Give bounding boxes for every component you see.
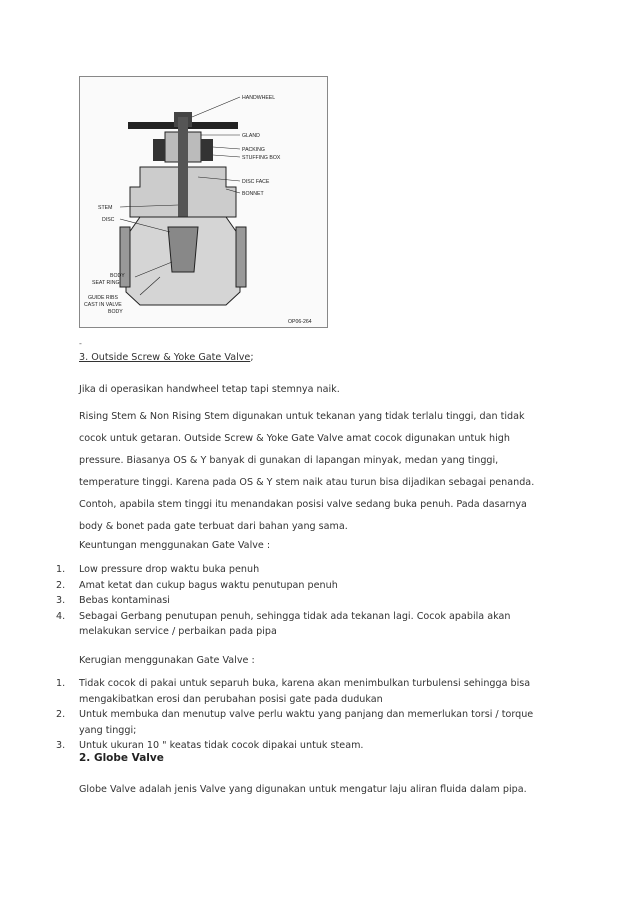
intro-text: Jika di operasikan handwheel tetap tapi stemnya naik.: [79, 384, 340, 395]
label-seat-ring: SEAT RING: [92, 280, 120, 286]
list-number: 2.: [56, 579, 66, 591]
list-text: Untuk ukuran 10 " keatas tidak cocok dipakai untuk steam.: [79, 740, 364, 751]
dash-marker: -: [79, 339, 82, 348]
label-stuffing-box: STUFFING BOX: [242, 155, 281, 161]
label-body: BODY: [110, 273, 125, 279]
figure-code: OP06-264: [288, 319, 312, 325]
disadvantages-list: [56, 676, 556, 754]
list-item: [56, 676, 556, 707]
packing-right: [201, 139, 213, 161]
label-gland: GLAND: [242, 133, 260, 139]
disc: [168, 227, 198, 272]
list-number: 1.: [56, 564, 66, 575]
list-text: Untuk membuka dan menutup valve perlu waktu yang panjang dan memerlukan torsi / torque yang tinggi;: [79, 709, 534, 736]
packing-left: [153, 139, 165, 161]
list-item: [56, 609, 556, 640]
advantages-heading: Keuntungan menggunakan Gate Valve :: [79, 540, 271, 551]
list-text: Tidak cocok di pakai untuk separuh buka, karena akan menimbulkan turbulensi sehingga bisa mengakibatkan erosi dan perubahan posisi gate pada dudukan: [79, 678, 531, 705]
list-number: 1.: [56, 678, 66, 689]
label-body-2: BODY: [108, 309, 123, 315]
list-item: [56, 707, 556, 738]
list-text: Low pressure drop waktu buka penuh: [79, 564, 260, 575]
label-stem: STEM: [98, 205, 113, 211]
list-number: 3.: [56, 595, 66, 606]
label-disc-face: DISC FACE: [242, 179, 270, 185]
description-paragraph: Rising Stem & Non Rising Stem digunakan untuk tekanan yang tidak terlalu tinggi, dan tidak cocok untuk getaran. Outside Screw & Yoke Gate Valve amat cocok digunakan untuk high pressure. Biasanya OS & Y banyak di gunakan di lapangan minyak, medan yang tinggi, temperature tinggi. Karena pada OS & Y stem naik atau turun bisa dijadikan sebagai penanda. Contoh, apabila stem tinggi itu menandakan posisi valve sedang buka penuh. Pada dasarnya body & bonet pada gate terbuat dari bahan yang sama.: [79, 411, 535, 532]
gate-valve-diagram: [79, 76, 328, 328]
label-handwheel: HANDWHEEL: [242, 95, 276, 101]
label-packing: PACKING: [242, 147, 265, 153]
right-flange: [236, 227, 246, 287]
label-cast-in-valve: CAST IN VALVE: [84, 302, 122, 308]
label-bonnet: BONNET: [242, 191, 264, 197]
label-guide-ribs: GUIDE RIBS: [88, 295, 118, 301]
list-text: Sebagai Gerbang penutupan penuh, sehingga tidak ada tekanan lagi. Cocok apabila akan melakukan service / perbaikan pada pipa: [79, 610, 511, 637]
section-title-suffix: ;: [250, 352, 254, 363]
label-disc: DISC: [102, 217, 115, 223]
gate-valve-drawing: [80, 77, 327, 327]
list-item: [56, 578, 556, 594]
globe-valve-text: Globe Valve adalah jenis Valve yang digunakan untuk mengatur laju aliran fluida dalam pipa.: [79, 784, 527, 795]
list-text: Bebas kontaminasi: [79, 595, 170, 606]
list-text: Amat ketat dan cukup bagus waktu penutupan penuh: [79, 579, 338, 591]
list-item: [56, 593, 556, 609]
list-number: 2.: [56, 709, 66, 720]
section-title: [79, 352, 254, 364]
list-item: [56, 562, 556, 578]
globe-valve-heading: 2. Globe Valve: [79, 752, 164, 764]
section-title-link[interactable]: 3. Outside Screw & Yoke Gate Valve: [79, 352, 251, 363]
list-number: 3.: [56, 740, 66, 751]
disadvantages-heading: Kerugian menggunakan Gate Valve :: [79, 655, 255, 666]
advantages-list: [56, 562, 556, 640]
list-number: 4.: [56, 610, 66, 622]
